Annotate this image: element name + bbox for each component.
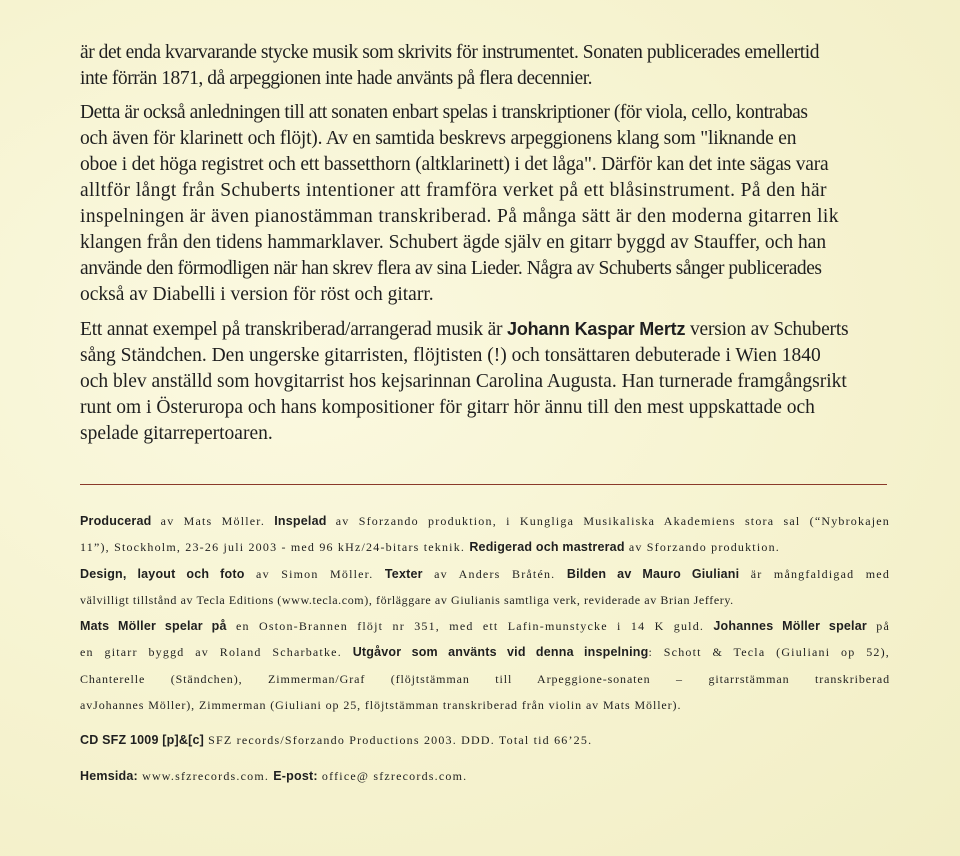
text-segment: Ett annat exempel på transkriberad/arrangerad musik är [80, 319, 508, 340]
credit-text: av Mats Möller. [151, 514, 275, 528]
credit-label: Design, layout och foto [80, 566, 245, 581]
credit-text: en Oston-Brannen flöjt nr 351, med ett Lafin-munstycke i 14 K guld. [226, 619, 714, 634]
credits-line: välvilligt tillstånd av Tecla Editions (www.tecla.com), förläggare av Giulianis samtliga verk, reviderade av Brian Jeffery. [80, 592, 734, 607]
credit-text: av Sforzando produktion, i Kungliga Musikaliska Akademiens stora sal (“Nybrokajen [326, 514, 890, 528]
paragraph-1 [80, 40, 890, 92]
credits-line [80, 639, 890, 665]
credit-label: Johannes Möller spelar [713, 619, 867, 634]
credits-line [80, 534, 890, 560]
text-line: inspelningen är även pianostämman transkriberad. På många sätt är den moderna gitarren lik [80, 206, 839, 227]
text-line: också av Diabelli i version för röst och gitarr. [80, 284, 434, 305]
credits-line [80, 727, 890, 753]
text-line: alltför långt från Schuberts intentioner att framföra verket på ett blåsinstrument. På den här [80, 180, 827, 201]
text-line: oboe i det höga registret och ett bassetthorn (altklarinett) i det låga". Därför kan det inte sägas vara [80, 154, 829, 175]
credit-text: på [866, 619, 890, 634]
credit-label: Inspelad [274, 514, 327, 528]
credit-text: är mångfaldigad med [739, 566, 891, 581]
text-line [80, 316, 890, 343]
credits-line [80, 613, 890, 639]
body-text [80, 40, 890, 455]
credits-line: avJohannes Möller), Zimmerman (Giuliani op 25, flöjtstämman transkriberad från violin av Mats Möller). [80, 698, 682, 713]
text-line: och blev anställd som hovgitarrist hos kejsarinnan Carolina Augusta. Han turnerade framgångsrikt [80, 371, 847, 392]
credit-label: Redigerad och mastrerad [469, 540, 625, 555]
credit-text: : Schott & Tecla (Giuliani op 52), [648, 645, 890, 660]
credits-line [80, 561, 890, 587]
credits-line [80, 763, 890, 789]
email-link[interactable]: office@ sfzrecords.com. [317, 768, 468, 783]
credit-text: en gitarr byggd av Roland Scharbatke. [80, 645, 353, 660]
credit-label: E-post: [273, 768, 318, 783]
text-line: och även för klarinett och flöjt). Av en samtida beskrevs arpeggionens klang som "liknande en [80, 128, 797, 149]
paragraph-2 [80, 100, 890, 308]
credit-label: Producerad [80, 514, 152, 528]
credit-label: Mats Möller spelar på [80, 619, 227, 634]
credit-label: Utgåvor som använts vid denna inspelning [352, 645, 649, 660]
credits [80, 508, 890, 789]
credit-text: SFZ records/Sforzando Productions 2003. DDD. Total tid 66’25. [203, 733, 593, 748]
text-line: sång Ständchen. Den ungerske gitarristen, flöjtisten (!) och tonsättaren debuterade i Wien 1840 [80, 345, 821, 366]
text-line: klangen från den tidens hammarklaver. Schubert ägde själv en gitarr byggd av Stauffer, och han [80, 232, 827, 253]
text-segment: version av Schuberts [685, 319, 849, 340]
text-line: Detta är också anledningen till att sonaten enbart spelas i transkriptioner (för viola, cello, kontrabas [80, 102, 808, 123]
text-line: använde den förmodligen när han skrev flera av sina Lieder. Några av Schuberts sånger publicerades [80, 258, 822, 279]
credits-line: Chanterelle (Ständchen), Zimmerman/Graf (flöjtstämman till Arpeggione-sonaten – gitarrstämman transkriberad [80, 671, 890, 686]
credit-text: 11”), Stockholm, 23-26 juli 2003 - med 96 kHz/24-bitars teknik. [80, 540, 470, 555]
text-line: runt om i Österuropa och hans kompositioner för gitarr hör ännu till den mest uppskattade och [80, 397, 815, 418]
text-line: spelade gitarrepertoaren. [80, 423, 273, 444]
paragraph-3 [80, 316, 890, 447]
credit-text: av Sforzando produktion. [624, 540, 780, 555]
credit-text: av Anders Bråtén. [422, 566, 567, 581]
text-line: inte förrän 1871, då arpeggionen inte hade använts på flera decennier. [80, 68, 593, 89]
credit-label: Bilden av Mauro Giuliani [566, 566, 740, 581]
credits-line [80, 508, 890, 534]
credit-text: av Simon Möller. [244, 566, 385, 581]
credit-label: Texter [384, 566, 423, 581]
credit-label: CD SFZ 1009 [p]&[c] [80, 733, 204, 748]
text-line: är det enda kvarvarande stycke musik som skrivits för instrumentet. Sonaten publicerades emellertid [80, 42, 820, 63]
website-link[interactable]: www.sfzrecords.com. [137, 768, 274, 783]
credit-label: Hemsida: [80, 768, 138, 783]
section-divider [80, 484, 887, 485]
composer-name: Johann Kaspar Mertz [507, 319, 686, 339]
